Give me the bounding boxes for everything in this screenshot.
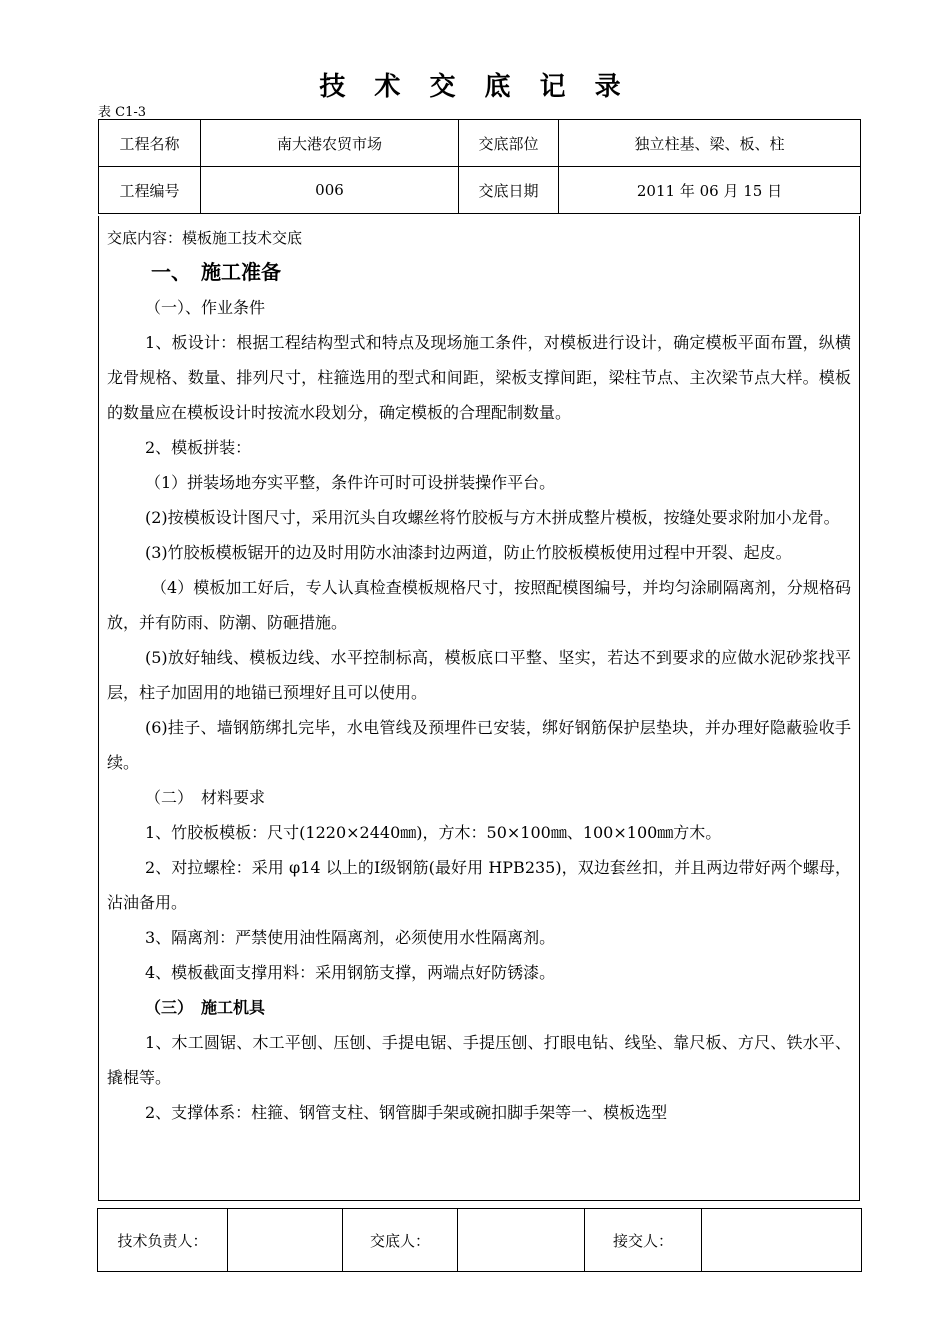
signature-row — [98, 1209, 862, 1272]
part-label: 交底部位 — [459, 120, 559, 167]
presenter-field[interactable] — [458, 1209, 585, 1272]
paragraph-1: 1、板设计：根据工程结构型式和特点及现场施工条件，对模板进行设计，确定模板平面布置，纵横龙骨规格、数量、排列尺寸，柱箍选用的型式和间距，梁板支撑间距，梁柱节点、主次梁节点大样。模板的数量应在模板设计时按流水段划分，确定模板的合理配制数量。 — [107, 333, 851, 422]
part-value: 独立柱基、梁、板、柱 — [559, 120, 861, 167]
receiver-label: 接交人： — [585, 1209, 702, 1272]
document-title: 技 术 交 底 记 录 — [319, 72, 631, 102]
paragraph-10: 2、对拉螺栓：采用 φ14 以上的Ⅰ级钢筋(最好用 HPB235)，双边套丝扣，并且两边带好两个螺母，沾油备用。 — [107, 858, 851, 912]
signature-table — [97, 1208, 862, 1272]
project-no-label: 工程编号 — [99, 167, 201, 214]
header-row-1 — [99, 120, 861, 167]
paragraph-5: (3)竹胶板模板锯开的边及时用防水油漆封边两道，防止竹胶板模板使用过程中开裂、起皮。 — [145, 543, 792, 562]
paragraph-7: (5)放好轴线、模板边线、水平控制标高，模板底口平整、坚实，若达不到要求的应做水泥砂浆找平层，柱子加固用的地锚已预埋好且可以使用。 — [107, 648, 851, 702]
subsection-heading-2: （二） 材料要求 — [145, 788, 266, 807]
date-label: 交底日期 — [459, 167, 559, 214]
tech-lead-label: 技术负责人： — [98, 1209, 228, 1272]
paragraph-13: 1、木工圆锯、木工平刨、压刨、手提电锯、手提压刨、打眼电钻、线坠、靠尺板、方尺、铁水平、撬棍等。 — [107, 1033, 851, 1087]
form-code: 表 C1-3 — [98, 105, 147, 120]
tech-lead-field[interactable] — [228, 1209, 343, 1272]
subsection-heading-3: （三） 施工机具 — [145, 998, 266, 1017]
paragraph-6: （4）模板加工好后，专人认真检查模板规格尺寸，按照配模图编号，并均匀涂刷隔离剂，分规格码放，并有防雨、防潮、防砸措施。 — [107, 578, 851, 632]
section-heading-1: 一、 施工准备 — [151, 260, 281, 284]
project-name-label: 工程名称 — [99, 120, 201, 167]
paragraph-3: （1）拼装场地夯实平整，条件许可时可设拼装操作平台。 — [145, 473, 556, 492]
receiver-field[interactable] — [702, 1209, 862, 1272]
content-label: 交底内容：模板施工技术交底 — [107, 229, 303, 247]
content-box — [98, 216, 860, 1201]
paragraph-2: 2、模板拼装： — [145, 438, 252, 457]
paragraph-4: (2)按模板设计图尺寸，采用沉头自攻螺丝将竹胶板与方木拼成整片模板，按缝处要求附加小龙骨。 — [145, 508, 840, 527]
date-value: 2011 年 06 月 15 日 — [559, 167, 861, 214]
paragraph-11: 3、隔离剂：严禁使用油性隔离剂，必须使用水性隔离剂。 — [145, 928, 556, 947]
project-no-value: 006 — [201, 167, 459, 214]
paragraph-8: (6)挂子、墙钢筋绑扎完毕，水电管线及预埋件已安装，绑好钢筋保护层垫块，并办理好隐蔽验收手续。 — [107, 718, 851, 772]
paragraph-12: 4、模板截面支撑用料：采用钢筋支撑，两端点好防锈漆。 — [145, 963, 556, 982]
header-table — [98, 119, 861, 214]
paragraph-14: 2、支撑体系：柱箍、钢管支柱、钢管脚手架或碗扣脚手架等一、模板选型 — [145, 1103, 668, 1122]
paragraph-9: 1、竹胶板模板：尺寸(1220×2440㎜)，方木：50×100㎜、100×100㎜方木。 — [145, 823, 722, 842]
subsection-heading-1: （一）、作业条件 — [145, 298, 266, 317]
project-name-value: 南大港农贸市场 — [201, 120, 459, 167]
presenter-label: 交底人： — [343, 1209, 458, 1272]
header-row-2 — [99, 167, 861, 214]
